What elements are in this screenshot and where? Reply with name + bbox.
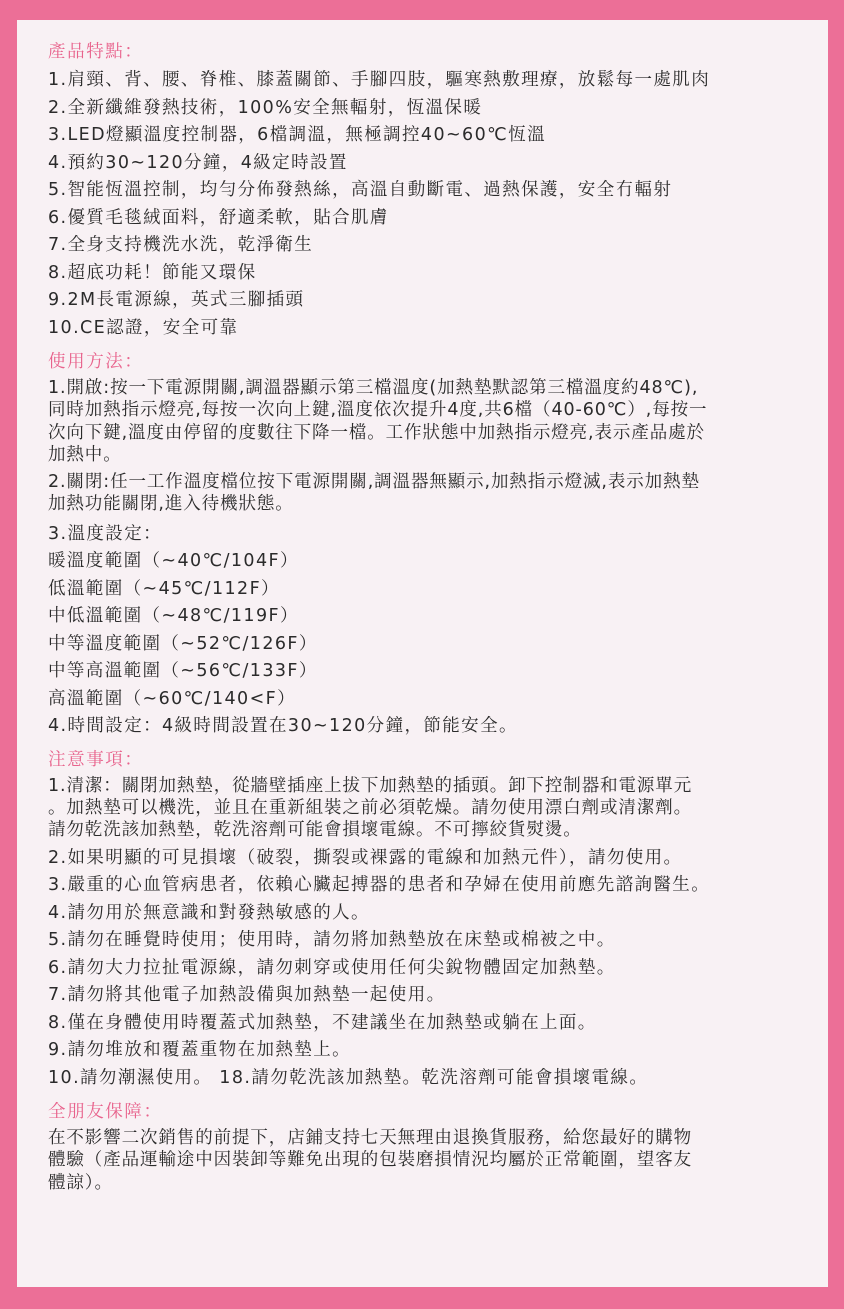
note-item: 2.如果明顯的可見損壞（破裂，撕裂或裸露的電線和加熱元件），請勿使用。 <box>48 847 683 868</box>
usage-power-on-paragraph <box>48 377 828 466</box>
usage-power-off-paragraph <box>48 471 828 516</box>
paragraph-line: 1.開啟:按一下電源開關,調溫器顯示第三檔溫度(加熱墊默認第三檔溫度約48℃), <box>48 378 699 398</box>
note-item: 4.請勿用於無意識和對發熱敏感的人。 <box>48 902 370 923</box>
usage-item: 中等高溫範圍（~56℃/133F） <box>48 661 318 682</box>
note-item: 10.請勿潮濕使用。 18.請勿乾洗該加熱墊。乾洗溶劑可能會損壞電線。 <box>48 1067 649 1088</box>
usage-heading: 使用方法： <box>48 352 144 372</box>
notes-cleaning-paragraph <box>48 775 828 842</box>
features-heading: 產品特點： <box>48 42 144 62</box>
feature-item: 7.全身支持機洗水洗，乾淨衛生 <box>48 235 314 255</box>
notes-heading: 注意事項： <box>48 749 144 770</box>
feature-item: 10.CE認證，安全可靠 <box>48 317 239 338</box>
paragraph-line: 加熱功能關閉,進入待機狀態。 <box>48 494 294 515</box>
content-card <box>17 20 828 1287</box>
feature-item: 4.預約30~120分鐘，4級定時設置 <box>48 152 348 173</box>
usage-item: 3.溫度設定： <box>48 523 162 544</box>
usage-item: 中低溫範圍（~48℃/119F） <box>48 606 299 627</box>
note-item: 3.嚴重的心血管病患者，依賴心臟起搏器的患者和孕婦在使用前應先諮詢醫生。 <box>48 875 711 896</box>
paragraph-line: 同時加熱指示燈亮,每按一次向上鍵,溫度依次提升4度,共6檔（40-60℃）,每按一 <box>48 400 708 421</box>
feature-item: 2.全新纖維發熱技術，100%安全無輻射，恆溫保暖 <box>48 97 483 118</box>
paragraph-line: 2.關閉:任一工作溫度檔位按下電源開關,調溫器無顯示,加熱指示燈滅,表示加熱墊 <box>48 472 700 493</box>
feature-item: 8.超底功耗！節能又環保 <box>48 262 257 283</box>
usage-item: 暖溫度範圍（~40℃/104F） <box>48 551 299 572</box>
note-item: 5.請勿在睡覺時使用；使用時，請勿將加熱墊放在床墊或棉被之中。 <box>48 930 616 951</box>
paragraph-line: 次向下鍵,溫度由停留的度數往下降一檔。工作狀態中加熱指示燈亮,表示產品處於 <box>48 422 705 443</box>
feature-item: 9.2M長電源線，英式三腳插頭 <box>48 290 305 310</box>
feature-item: 5.智能恆溫控制，均勻分佈發熱絲，高溫自動斷電、過熱保護，安全冇輻射 <box>48 180 673 200</box>
note-item: 6.請勿大力拉扯電源線，請勿刺穿或使用任何尖銳物體固定加熱墊。 <box>48 957 616 978</box>
note-item: 8.僅在身體使用時覆蓋式加熱墊，不建議坐在加熱墊或躺在上面。 <box>48 1012 597 1033</box>
note-item: 7.請勿將其他電子加熱設備與加熱墊一起使用。 <box>48 985 446 1006</box>
guarantee-paragraph <box>48 1127 828 1194</box>
notes-section <box>48 748 828 1092</box>
note-item: 9.請勿堆放和覆蓋重物在加熱墊上。 <box>48 1040 351 1061</box>
paragraph-line: 體驗（產品運輸途中因裝卸等難免出現的包裝磨損情況均屬於正常範圍，望客友 <box>48 1150 692 1171</box>
usage-item: 低溫範圍（~45℃/112F） <box>48 578 280 599</box>
feature-item: 1.肩頸、背、腰、脊椎、膝蓋關節、手腳四肢，驅寒熱敷理療，放鬆每一處肌肉 <box>48 70 711 90</box>
usage-section <box>48 350 828 741</box>
paragraph-line: 在不影響二次銷售的前提下，店鋪支持七天無理由退換貨服務，給您最好的購物 <box>48 1128 692 1149</box>
guarantee-heading: 全朋友保障： <box>48 1102 163 1123</box>
paragraph-line: 加熱中。 <box>48 444 122 465</box>
paragraph-line: 體諒）。 <box>48 1172 113 1193</box>
paragraph-line: 1.清潔：關閉加熱墊，從牆壁插座上拔下加熱墊的插頭。卸下控制器和電源單元 <box>48 775 693 796</box>
usage-item: 4.時間設定：4級時間設置在30~120分鐘，節能安全。 <box>48 716 518 737</box>
usage-item: 高溫範圍（~60℃/140<F） <box>48 688 297 709</box>
usage-item: 中等溫度範圍（~52℃/126F） <box>48 633 318 654</box>
paragraph-line: 。加熱墊可以機洗，並且在重新組裝之前必須乾燥。請勿使用漂白劑或清潔劑。 <box>48 798 692 819</box>
paragraph-line: 請勿乾洗該加熱墊，乾洗溶劑可能會損壞電線。不可擰絞貨熨燙。 <box>48 820 582 841</box>
feature-item: 3.LED燈顯溫度控制器，6檔調溫，無極調控40~60℃恆溫 <box>48 125 546 145</box>
features-section <box>48 40 828 342</box>
feature-item: 6.優質毛毯絨面料，舒適柔軟，貼合肌膚 <box>48 207 389 228</box>
guarantee-section <box>48 1100 828 1194</box>
